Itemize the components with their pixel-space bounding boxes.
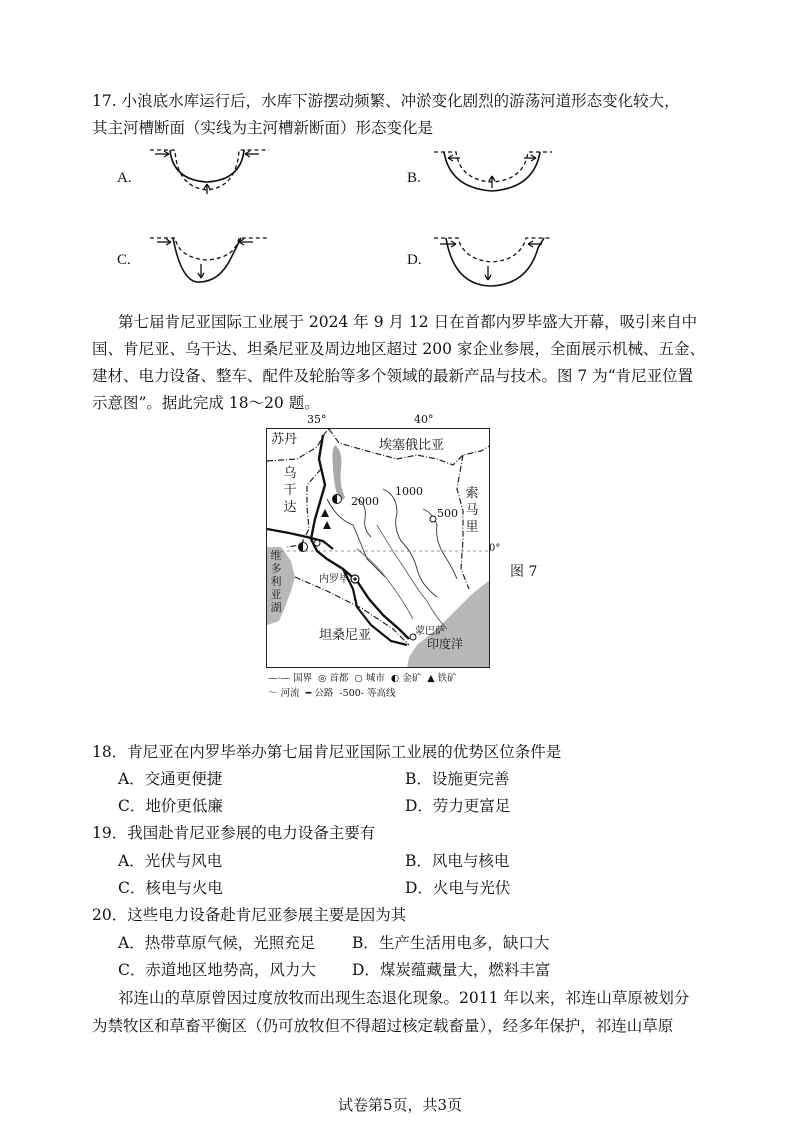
contour-label-500: 500 <box>437 507 458 520</box>
q17-option-a-diagram[interactable] <box>145 142 275 202</box>
passage2-line1: 祁连山的草原曾因过度放牧而出现生态退化现象。2011 年以来，祁连山草原被划分 <box>118 989 690 1007</box>
lake-char-4: 亚 <box>270 588 282 601</box>
q17-option-c-label[interactable]: C. <box>117 252 131 268</box>
legend-contour-value: 500 <box>342 688 361 699</box>
passage-line3: 建材、电力设备、整车、配件及轮胎等多个领域的最新产品与技术。图 7 为“肯尼亚位置 <box>92 367 694 385</box>
legend-city: 城市 <box>365 673 385 684</box>
legend-contour: 等高线 <box>367 688 396 699</box>
q20-stem: 20．这些电力设备赴肯尼亚参展主要是因为其 <box>92 906 407 924</box>
somalia-char-3: 里 <box>465 520 479 535</box>
legend-road: 公路 <box>314 688 334 699</box>
somalia-char-1: 索 <box>465 486 479 501</box>
lon-label-40: 40° <box>414 413 434 426</box>
label-lake-victoria <box>269 549 283 614</box>
page-footer: 试卷第5页，共3页 <box>337 1096 463 1114</box>
contour-label-1000: 1000 <box>395 485 423 498</box>
q17-option-c-diagram[interactable] <box>145 228 275 290</box>
uganda-char-1: 乌 <box>283 466 297 481</box>
lon-label-35: 35° <box>307 413 327 426</box>
legend-contour-sample: -500- <box>336 688 365 699</box>
q17-option-a-label[interactable]: A. <box>117 170 132 186</box>
label-tanzania: 坦桑尼亚 <box>319 628 372 643</box>
q18-stem: 18．肯尼亚在内罗毕举办第七届肯尼亚国际工业展的优势区位条件是 <box>92 743 562 761</box>
map-drawing <box>267 429 490 668</box>
label-uganda <box>283 465 297 516</box>
q17-stem-line2: 其主河槽断面（实线为主河槽新断面）形态变化是 <box>92 119 434 137</box>
q17-option-b-label[interactable]: B. <box>407 170 421 186</box>
q20-option-c[interactable]: C．赤道地区地势高，风力大 <box>118 961 316 979</box>
q20-option-d[interactable]: D．煤炭蕴藏量大，燃料丰富 <box>352 961 551 979</box>
q18-option-c[interactable]: C．地价更低廉 <box>118 797 223 815</box>
q17-option-b-diagram[interactable] <box>430 142 560 202</box>
lake-turkana-area <box>332 445 345 500</box>
legend-border: 国界 <box>293 673 313 684</box>
legend-capital: 首都 <box>329 673 349 684</box>
q18-option-b[interactable]: B．设施更完善 <box>405 770 510 788</box>
label-sudan: 苏丹 <box>271 432 298 447</box>
lake-char-2: 多 <box>270 562 282 575</box>
q17-stem-line1: 17. 小浪底水库运行后，水库下游摆动频繁、冲淤变化剧烈的游荡河道形态变化较大， <box>92 92 680 110</box>
q19-option-b[interactable]: B．风电与核电 <box>405 852 510 870</box>
legend-iron-icon: ▲ <box>424 673 435 684</box>
figure-label: 图 7 <box>510 564 538 580</box>
q18-option-a[interactable]: A．交通更便捷 <box>118 770 223 788</box>
q20-option-b[interactable]: B．生产生活用电多，缺口大 <box>352 934 550 952</box>
label-ethiopia: 埃塞俄比亚 <box>379 438 445 453</box>
q19-option-c[interactable]: C．核电与火电 <box>118 879 223 897</box>
legend-capital-icon: ◎ <box>315 673 327 684</box>
legend-city-icon: ○ <box>351 673 363 684</box>
lake-char-5: 湖 <box>270 601 282 614</box>
legend-iron: 铁矿 <box>437 673 457 684</box>
label-indian-ocean: 印度洋 <box>427 637 464 651</box>
q19-option-a[interactable]: A．光伏与风电 <box>118 852 223 870</box>
somalia-char-2: 马 <box>465 503 479 518</box>
q20-option-a[interactable]: A．热带草原气候，光照充足 <box>118 934 316 952</box>
legend-gold: 金矿 <box>402 673 422 684</box>
passage-line4: 示意图”。据此完成 18～20 题。 <box>92 394 320 412</box>
lake-char-3: 利 <box>270 575 282 588</box>
legend-river-icon: 〜 <box>268 688 278 699</box>
legend-gold-icon: ◐ <box>387 673 400 684</box>
lake-char-1: 维 <box>270 549 282 562</box>
q17-option-d-label[interactable]: D. <box>407 252 422 268</box>
label-mombasa: 蒙巴萨 <box>415 626 445 637</box>
passage2-line2: 为禁牧区和草畜平衡区（仍可放牧但不得超过核定载畜量），经多年保护，祁连山草原 <box>92 1017 674 1035</box>
q18-option-d[interactable]: D．劳力更富足 <box>405 797 511 815</box>
q19-option-d[interactable]: D．火电与光伏 <box>405 879 511 897</box>
label-somalia <box>465 485 479 536</box>
legend-river: 河流 <box>280 688 300 699</box>
uganda-char-2: 干 <box>283 483 297 498</box>
map-legend-row1 <box>268 673 457 685</box>
legend-border-symbol: —·— <box>268 673 291 684</box>
q19-stem: 19．我国赴肯尼亚参展的电力设备主要有 <box>92 824 376 842</box>
map-legend-row2 <box>268 688 396 700</box>
legend-road-symbol: ━ <box>302 688 312 699</box>
label-nairobi: 内罗毕 <box>319 574 349 585</box>
contour-label-2000: 2000 <box>351 495 379 508</box>
indian-ocean-area <box>407 579 490 668</box>
lat-label-0: 0° <box>489 543 501 554</box>
q17-option-d-diagram[interactable] <box>430 228 560 290</box>
passage-line2: 国、肯尼亚、乌干达、坦桑尼亚及周边地区超过 200 家企业参展，全面展示机械、五金、 <box>92 340 705 358</box>
uganda-char-3: 达 <box>283 500 297 515</box>
kenya-location-map <box>266 428 490 668</box>
passage-line1: 第七届肯尼亚国际工业展于 2024 年 9 月 12 日在首都内罗毕盛大开幕，吸引来自中 <box>118 313 698 331</box>
